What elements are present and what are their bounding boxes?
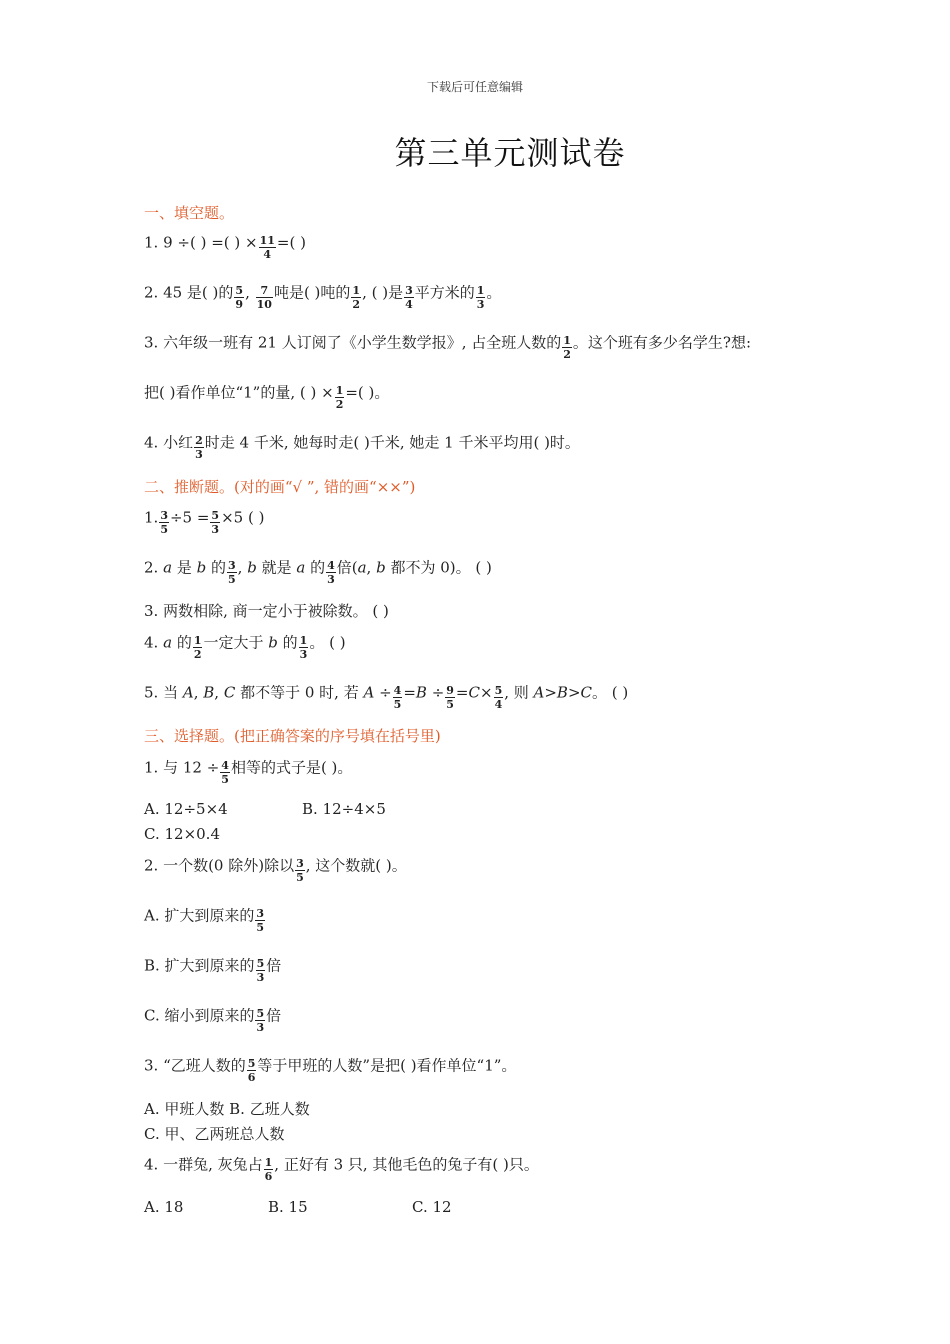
variable-b: b bbox=[376, 558, 386, 577]
q1-1-text-a: 1. 9 ÷( ) =( ) × bbox=[144, 233, 258, 252]
fraction-1-3: $\frac{1}{3}$ bbox=[476, 284, 485, 311]
fraction-1-2: $\frac{1}{2}$ bbox=[352, 284, 361, 311]
question-1-1 bbox=[144, 230, 306, 261]
q2-5-text: × bbox=[479, 683, 493, 702]
q2-2-text: 就是 bbox=[256, 558, 297, 577]
q2-2-text: 倍( bbox=[336, 558, 358, 577]
fraction-2-3: $\frac{2}{3}$ bbox=[195, 434, 203, 461]
fraction-1-2: $\frac{1}{2}$ bbox=[193, 634, 202, 661]
fraction-1-2: $\frac{1}{2}$ bbox=[563, 334, 571, 361]
fraction-11-4: $\frac{11}{4}$ bbox=[259, 234, 275, 261]
fraction-5-3: $\frac{5}{3}$ bbox=[211, 509, 220, 536]
fraction-3-4: $\frac{3}{4}$ bbox=[405, 284, 413, 311]
q2-4-text: 一定大于 bbox=[203, 633, 269, 652]
variable-B: B bbox=[415, 683, 427, 702]
q1-3b-text-a: 把( )看作单位“1”的量, ( ) × bbox=[144, 383, 334, 402]
variable-a: a bbox=[163, 558, 173, 577]
option-text: A. 扩大到原来的 bbox=[144, 906, 255, 925]
q2-2-text: 是 bbox=[172, 558, 197, 577]
q2-5-text: , bbox=[214, 683, 224, 702]
section-heading-fill-blank: 一、填空题。 bbox=[144, 204, 235, 222]
variable-A: A bbox=[363, 683, 375, 702]
q2-5-text: , bbox=[193, 683, 204, 702]
q2-1-text-a: 1. bbox=[144, 508, 159, 527]
fraction-5-6: $\frac{5}{6}$ bbox=[247, 1057, 256, 1084]
fraction-9-5: $\frac{9}{5}$ bbox=[446, 684, 454, 711]
fraction-5-3: $\frac{5}{3}$ bbox=[256, 957, 265, 984]
question-2-5 bbox=[144, 680, 629, 711]
option-3-2-b bbox=[144, 953, 282, 984]
q2-1-text-b: ÷5 = bbox=[169, 508, 210, 527]
fraction-7-10: $\frac{7}{10}$ bbox=[256, 284, 272, 311]
option-3-1-c: C. 12×0.4 bbox=[144, 825, 220, 843]
option-3-3-ab: A. 甲班人数 B. 乙班人数 bbox=[144, 1100, 310, 1118]
option-3-3-c: C. 甲、乙两班总人数 bbox=[144, 1125, 285, 1143]
option-3-2-a bbox=[144, 903, 266, 934]
question-1-3 bbox=[144, 330, 752, 361]
option-3-4-b: B. 15 bbox=[268, 1198, 308, 1216]
q2-2-prefix: 2. bbox=[144, 558, 164, 577]
variable-a: a bbox=[163, 633, 173, 652]
q2-4-text: 的 bbox=[277, 633, 298, 652]
variable-b: b bbox=[196, 558, 207, 577]
fraction-5-4: $\frac{5}{4}$ bbox=[494, 684, 503, 711]
question-2-4 bbox=[144, 630, 346, 661]
q1-4-text-a: 4. 小红 bbox=[144, 433, 194, 452]
q1-3-text-a: 3. 六年级一班有 21 人订阅了《小学生数学报》, 占全班人数的 bbox=[144, 333, 562, 352]
q2-2-text: , bbox=[366, 558, 377, 577]
option-3-1-b: B. 12÷4×5 bbox=[302, 800, 386, 818]
page-header: 下载后可任意编辑 bbox=[426, 80, 523, 94]
q2-5-text: , 则 bbox=[504, 683, 534, 702]
q2-2-text: 的 bbox=[305, 558, 326, 577]
fraction-1-3: $\frac{1}{3}$ bbox=[299, 634, 308, 661]
section-heading-multiple-choice: 三、选择题。(把正确答案的序号填在括号里) bbox=[144, 727, 441, 745]
q3-2-text-a: 2. 一个数(0 除外)除以 bbox=[144, 856, 295, 875]
q2-4-text: 。 ( ) bbox=[309, 633, 346, 652]
q1-3-text-b: 。这个班有多少名学生?想: bbox=[572, 333, 752, 352]
q2-5-text: ÷ bbox=[426, 683, 445, 702]
option-text: B. 扩大到原来的 bbox=[144, 956, 255, 975]
fraction-1-2: $\frac{1}{2}$ bbox=[335, 384, 344, 411]
question-1-3-continued bbox=[144, 380, 390, 411]
q3-4-text-b: , 正好有 3 只, 其他毛色的兔子有( )只。 bbox=[274, 1155, 539, 1174]
fraction-1-6: $\frac{1}{6}$ bbox=[264, 1156, 273, 1183]
question-3-2 bbox=[144, 853, 407, 884]
page-title: 第三单元测试卷 bbox=[394, 134, 626, 172]
fraction-5-3: $\frac{5}{3}$ bbox=[256, 1007, 265, 1034]
q1-2-text-g: 。 bbox=[486, 283, 502, 302]
fraction-3-5: $\frac{3}{5}$ bbox=[160, 509, 168, 536]
fraction-4-5: $\frac{4}{5}$ bbox=[221, 759, 229, 786]
q2-5-text: 。 ( ) bbox=[592, 683, 629, 702]
q2-5-text: = bbox=[455, 683, 469, 702]
question-2-2 bbox=[144, 555, 492, 586]
q2-1-text-c: ×5 ( ) bbox=[221, 508, 265, 527]
question-3-4 bbox=[144, 1152, 539, 1183]
q2-2-text: 都不为 0)。 ( ) bbox=[385, 558, 492, 577]
q2-2-text: 的 bbox=[206, 558, 226, 577]
variable-B: B bbox=[203, 683, 215, 702]
q1-2-text-d: , ( )是 bbox=[362, 283, 404, 302]
fraction-4-3: $\frac{4}{3}$ bbox=[327, 559, 335, 586]
q3-1-text-a: 1. 与 12 ÷ bbox=[144, 758, 220, 777]
q1-2-text-b: , bbox=[245, 283, 255, 302]
q3-4-text-a: 4. 一群兔, 灰兔占 bbox=[144, 1155, 263, 1174]
q2-4-prefix: 4. bbox=[144, 633, 164, 652]
q2-5-prefix: 5. 当 bbox=[144, 683, 183, 702]
q1-2-text-e: 平方米的 bbox=[414, 283, 475, 302]
q1-3b-text-b: =( )。 bbox=[345, 383, 390, 402]
variable-b: b bbox=[268, 633, 278, 652]
option-3-4-a: A. 18 bbox=[144, 1198, 184, 1216]
inequality-expression: A>B>C bbox=[533, 683, 593, 702]
question-2-1 bbox=[144, 505, 265, 536]
variable-C: C bbox=[223, 683, 236, 702]
question-3-3 bbox=[144, 1053, 517, 1084]
question-1-4 bbox=[144, 430, 580, 461]
question-3-1 bbox=[144, 755, 353, 786]
q2-5-text: 都不等于 0 时, 若 bbox=[235, 683, 364, 702]
q1-1-text-b: =( ) bbox=[276, 233, 306, 252]
variable-C: C bbox=[468, 683, 480, 702]
section-heading-true-false: 二、推断题。(对的画“√ ”, 错的画“××”) bbox=[144, 478, 416, 496]
q2-5-text: = bbox=[403, 683, 416, 702]
q1-4-text-b: 时走 4 千米, 她每时走( )千米, 她走 1 千米平均用( )时。 bbox=[204, 433, 580, 452]
option-text: C. 缩小到原来的 bbox=[144, 1006, 255, 1025]
fraction-3-5: $\frac{3}{5}$ bbox=[227, 559, 236, 586]
q2-2-text: , bbox=[237, 558, 248, 577]
fraction-3-5: $\frac{3}{5}$ bbox=[256, 907, 265, 934]
q3-2-text-b: , 这个数就( )。 bbox=[305, 856, 407, 875]
q1-2-text-c: 吨是( )吨的 bbox=[273, 283, 351, 302]
question-1-2 bbox=[144, 280, 502, 311]
q3-3-text-a: 3. “乙班人数的 bbox=[144, 1056, 246, 1075]
fraction-3-5: $\frac{3}{5}$ bbox=[296, 857, 304, 884]
fraction-4-5: $\frac{4}{5}$ bbox=[393, 684, 402, 711]
variable-b: b bbox=[247, 558, 257, 577]
q2-5-text: ÷ bbox=[374, 683, 392, 702]
question-2-3: 3. 两数相除, 商一定小于被除数。 ( ) bbox=[144, 602, 389, 620]
option-suffix: 倍 bbox=[266, 956, 282, 975]
option-suffix: 倍 bbox=[266, 1006, 282, 1025]
variable-a: a bbox=[357, 558, 367, 577]
option-3-1-a: A. 12÷5×4 bbox=[144, 800, 228, 818]
q3-1-text-b: 相等的式子是( )。 bbox=[230, 758, 353, 777]
q1-2-text-a: 2. 45 是( )的 bbox=[144, 283, 234, 302]
option-3-4-c: C. 12 bbox=[412, 1198, 452, 1216]
q3-3-text-b: 等于甲班的人数”是把( )看作单位“1”。 bbox=[257, 1056, 517, 1075]
option-3-2-c bbox=[144, 1003, 282, 1034]
fraction-5-9: $\frac{5}{9}$ bbox=[235, 284, 244, 311]
variable-a: a bbox=[296, 558, 306, 577]
q2-4-text: 的 bbox=[172, 633, 192, 652]
variable-A: A bbox=[182, 683, 194, 702]
